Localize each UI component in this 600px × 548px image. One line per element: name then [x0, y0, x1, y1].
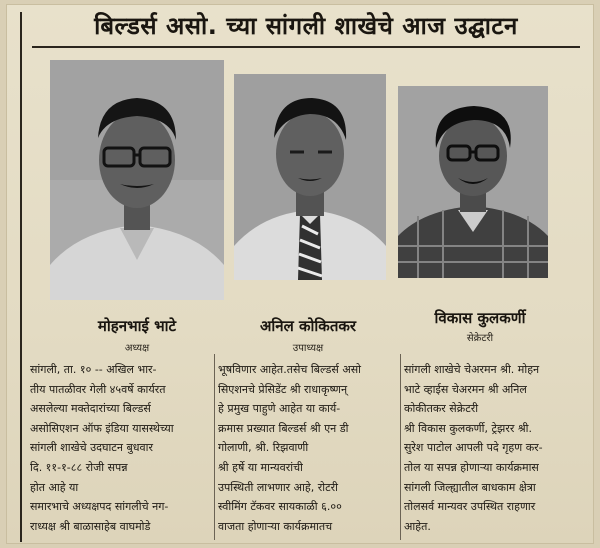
- newspaper-clipping: [6, 4, 594, 544]
- column-line: तोल या सपन्न होणाऱ्या कार्यक्रमास: [404, 460, 539, 474]
- portrait-photo-2: [234, 74, 386, 280]
- column-line: क्रमास प्रख्यात बिल्डर्स श्री एन डी: [218, 421, 349, 435]
- headline-underline: [32, 46, 580, 48]
- column-line: तोलसर्व मान्यवर उपस्थित राहणार: [404, 500, 536, 514]
- column-line: राध्यक्ष श्री बाळासाहेब वाघमोडे: [30, 519, 151, 533]
- column-line: स्वीमिंग टॅकवर सायकाळी ६.००: [218, 500, 342, 514]
- person-name-2: अनिल कोकितकर: [259, 317, 357, 335]
- article-column-1: [30, 360, 212, 542]
- article-column-2: [218, 360, 398, 542]
- column-separator-1: [214, 354, 215, 540]
- column-line: तीय पातळीवर गेली ४५वर्षे कार्यरत: [30, 382, 166, 396]
- column-line: कोकीतकर सेक्रेटरी: [404, 402, 479, 416]
- left-border-rule: [20, 12, 22, 542]
- portrait-1-image: [50, 60, 224, 300]
- headline: बिल्डर्स असो. च्या सांगली शाखेचे आज उद्घाटन: [94, 12, 518, 40]
- column-line: सांगली जिल्ह्यातील बाधकाम क्षेत्रा: [404, 480, 536, 494]
- column-line: वाजता होणाऱ्या कार्यक्रमातच: [218, 519, 333, 533]
- column-line: सांगली शाखेचे चेअरमन श्री. मोहन: [404, 363, 540, 376]
- column-line: सांगली, ता. १० -- अखिल भार-: [30, 363, 157, 376]
- column-line: सांगली शाखेचे उदघाटन बुधवार: [30, 441, 153, 455]
- column-line: सिएशनचे प्रेसिडेंट श्री राधाकृष्णन्: [218, 382, 348, 396]
- person-role-2: उपाध्यक्ष: [292, 343, 324, 354]
- person-name-3: विकास कुलकर्णी: [434, 309, 526, 327]
- portrait-photo-1: [50, 60, 224, 300]
- article-column-3: [404, 360, 590, 542]
- column-line: असलेल्या मक्तेदारांच्या बिल्डर्स: [30, 402, 151, 416]
- column-line: समारभाचे अध्यक्षपद सांगलीचे नग-: [30, 500, 169, 514]
- column-line: श्री विकास कुलकर्णी, ट्रेझरर श्री.: [404, 421, 532, 435]
- column-line: हे प्रमुख पाहुणे आहेत या कार्य-: [218, 402, 341, 416]
- column-line: गोलाणी, श्री. रिझवाणी: [218, 441, 309, 455]
- person-role-1: अध्यक्ष: [124, 343, 150, 354]
- column-line: होत आहे या: [30, 480, 79, 494]
- person-role-3: सेक्रेटरी: [466, 333, 494, 344]
- column-line: असोसिएशन ऑफ इंडिया यासस्थेच्या: [30, 421, 174, 435]
- column-separator-2: [400, 354, 401, 540]
- portrait-3-image: [398, 86, 548, 278]
- person-name-1: मोहनभाई भाटे: [97, 317, 177, 335]
- portrait-photo-3: [398, 86, 548, 278]
- column-line: भूषविणार आहेत.तसेच बिल्डर्स असो: [218, 363, 362, 376]
- column-line: उपस्थिती लाभणार आहे, रोटरी: [218, 480, 338, 494]
- column-line: आहेत.: [404, 519, 431, 533]
- column-line: दि. ११-१-८८ रोजी सपन्न: [30, 460, 128, 474]
- portrait-2-image: [234, 74, 386, 280]
- column-line: भाटे व्हाईस चेअरमन श्री अनिल: [404, 382, 527, 396]
- column-line: श्री हर्षे या मान्यवरांची: [218, 460, 303, 474]
- column-line: सुरेश पाटोल आपली पदे गृहण कर-: [404, 441, 543, 455]
